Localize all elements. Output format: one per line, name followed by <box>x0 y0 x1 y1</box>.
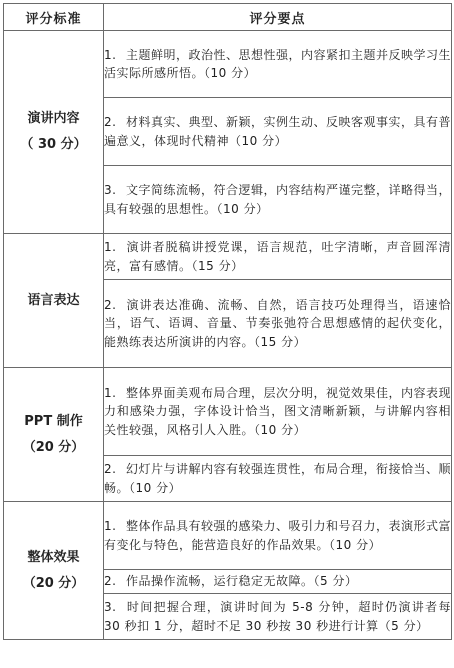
category-speech-content <box>4 31 104 234</box>
criterion-item <box>104 594 452 640</box>
item-number: 2. <box>104 574 117 589</box>
criterion-item <box>104 234 452 280</box>
header-scoring-points: 评分要点 <box>104 4 452 31</box>
criterion-item <box>104 502 452 570</box>
item-text: 幻灯片与讲解内容有较强连贯性，布局合理，衔接恰当、顺畅。（10 分） <box>104 462 452 495</box>
criterion-item <box>104 570 452 594</box>
item-number: 1. <box>104 519 117 533</box>
criterion-item <box>104 280 452 368</box>
item-text: 整体界面美观布局合理，层次分明，视觉效果佳，内容表现力和感染力强，字体设计恰当，图文清晰新颖，与讲解内容相关性较强，风格引人入胜。（10 分） <box>104 385 452 437</box>
item-text: 作品操作流畅，运行稳定无故障。（5 分） <box>126 574 358 589</box>
item-number: 3. <box>104 600 117 614</box>
table-header-row <box>4 4 452 31</box>
table-row <box>4 31 452 98</box>
item-text: 文字简练流畅，符合逻辑，内容结构严谨完整，详略得当，具有较强的思想性。（10 分） <box>104 183 452 216</box>
category-language-expression <box>4 234 104 368</box>
table-row <box>4 368 452 456</box>
criterion-item <box>104 98 452 166</box>
item-number: 2. <box>104 462 117 476</box>
criterion-item <box>104 31 452 98</box>
item-number: 1. <box>104 240 117 254</box>
item-number: 2. <box>104 115 117 129</box>
category-name: PPT 制作 <box>24 413 83 429</box>
item-text: 整体作品具有较强的感染力、吸引力和号召力，表演形式富有变化与特色，能营造良好的作品效果。（10 分） <box>104 519 452 552</box>
criterion-item <box>104 368 452 456</box>
category-name: 语言表达 <box>27 292 80 308</box>
criterion-item <box>104 456 452 502</box>
category-name: 整体效果 <box>27 549 80 565</box>
item-number: 1. <box>104 385 117 400</box>
item-text: 主题鲜明，政治性、思想性强，内容紧扣主题并反映学习生活实际所感所悟。（10 分） <box>104 47 452 80</box>
category-ppt-production <box>4 368 104 502</box>
item-text: 演讲者脱稿讲授党课，语言规范，吐字清晰，声音圆浑清亮，富有感情。（15 分） <box>104 240 451 273</box>
item-text: 时间把握合理，演讲时间为 5-8 分钟，超时仍演讲者每 30 秒扣 1 分，超时不足 30 秒按 30 秒进行计算（5 分） <box>104 600 451 633</box>
scoring-rubric-table <box>3 3 452 640</box>
category-overall-effect <box>4 502 104 640</box>
category-score: （20 分） <box>22 575 85 591</box>
table-row <box>4 502 452 570</box>
item-number: 1. <box>104 47 117 62</box>
category-score: （ 30 分） <box>20 137 87 152</box>
item-number: 3. <box>104 183 117 197</box>
category-score: （20 分） <box>22 439 85 455</box>
category-name: 演讲内容 <box>27 111 80 126</box>
criterion-item <box>104 166 452 234</box>
header-scoring-standard: 评分标准 <box>4 4 104 31</box>
item-text: 材料真实、典型、新颖，实例生动、反映客观事实，具有普遍意义，体现时代精神（10 分） <box>104 115 452 148</box>
item-text: 演讲表达准确、流畅、自然，语言技巧处理得当，语速恰当，语气、语调、音量、节奏张弛符合思想感情的起伏变化，能熟练表达所演讲的内容。（15 分） <box>104 297 451 349</box>
table-row <box>4 234 452 280</box>
item-number: 2. <box>104 297 117 312</box>
